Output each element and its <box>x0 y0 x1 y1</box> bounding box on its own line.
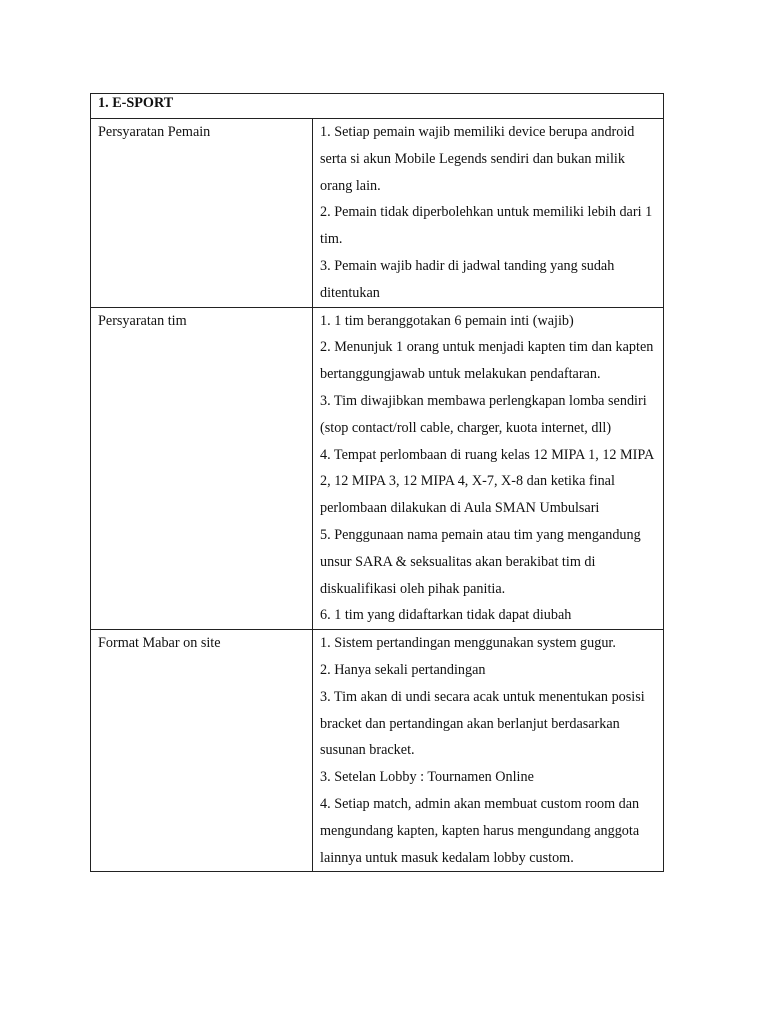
list-item: 3. Tim diwajibkan membawa perlengkapan lomba sendiri (stop contact/roll cable, charger, kuota internet, dll) <box>320 392 647 436</box>
row-label-cell <box>91 630 313 872</box>
row-content-cell <box>313 119 664 308</box>
list-item: 3. Pemain wajib hadir di jadwal tanding yang sudah ditentukan <box>320 257 615 301</box>
list-item: 3. Setelan Lobby : Tournamen Online <box>320 769 534 786</box>
list-item: 1. Sistem pertandingan menggunakan system gugur. <box>320 635 616 652</box>
row-label-cell <box>91 119 313 308</box>
row-label: Format Mabar on site <box>98 635 221 652</box>
table-row <box>91 119 664 308</box>
list-item: 6. 1 tim yang didaftarkan tidak dapat diubah <box>320 607 572 624</box>
row-label: Persyaratan tim <box>98 312 187 329</box>
row-label-cell <box>91 307 313 630</box>
table-row <box>91 630 664 872</box>
list-item: 4. Tempat perlombaan di ruang kelas 12 MIPA 1, 12 MIPA 2, 12 MIPA 3, 12 MIPA 4, X-7, X-8 dan ketika final perlombaan dilakukan di Aula SMAN Umbulsari <box>320 446 654 517</box>
row-content-cell <box>313 307 664 630</box>
list-item: 5. Penggunaan nama pemain atau tim yang mengandung unsur SARA & seksualitas akan berakibat tim di diskualifikasi oleh pihak panitia. <box>320 526 641 597</box>
table-header-row <box>91 94 664 119</box>
list-item: 1. Setiap pemain wajib memiliki device berupa android serta si akun Mobile Legends sendiri dan bukan milik orang lain. <box>320 124 635 194</box>
list-item: 1. 1 tim beranggotakan 6 pemain inti (wajib) <box>320 312 574 329</box>
section-title: 1. E-SPORT <box>91 94 664 119</box>
esport-rules-table <box>90 93 664 872</box>
list-item: 2. Menunjuk 1 orang untuk menjadi kapten tim dan kapten bertanggungjawab untuk melakukan pendaftaran. <box>320 339 654 383</box>
list-item: 2. Pemain tidak diperbolehkan untuk memiliki lebih dari 1 tim. <box>320 204 653 248</box>
table-row <box>91 307 664 630</box>
row-content-cell <box>313 630 664 872</box>
list-item: 2. Hanya sekali pertandingan <box>320 661 486 678</box>
list-item: 3. Tim akan di undi secara acak untuk menentukan posisi bracket dan pertandingan akan berlanjut berdasarkan susunan bracket. <box>320 688 645 759</box>
row-label: Persyaratan Pemain <box>98 124 211 140</box>
list-item: 4. Setiap match, admin akan membuat custom room dan mengundang kapten, kapten harus mengundang anggota lainnya untuk masuk kedalam lobby custom. <box>320 795 640 866</box>
